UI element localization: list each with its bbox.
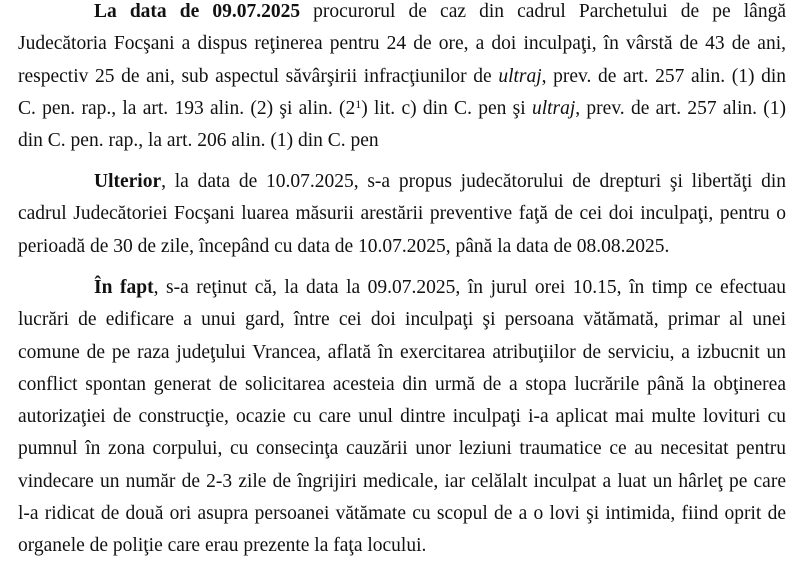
line-text: , prev. de art. 257 alin. (1) (575, 97, 787, 119)
paragraph-line: organele de poliţie care erau prezente la faţa locului. (18, 535, 427, 557)
paragraph-retinere (18, 0, 786, 157)
paragraph-line: perioadă de 30 de zile, începând cu data de 10.07.2025, până la data de 08.08.2025. (18, 235, 670, 257)
paragraph-line: lucrări de edificare a unui gard, între cei doi inculpaţi şi persoana vătămată, primar al unei (18, 309, 786, 331)
offense-term: ultraj (498, 65, 542, 87)
paragraph-line: l-a ridicat de două ori asupra persoanei vătămate cu scopul de a o lovi şi intimida, fiind oprit de (18, 503, 786, 525)
line-text: , la data de 10.07.2025, s-a propus judecătorului de drepturi şi libertăţi din (161, 171, 786, 192)
offense-term: ultraj (531, 97, 576, 119)
superscript: 1 (355, 96, 362, 111)
lead-word: În fapt (94, 277, 154, 298)
paragraph-line (18, 272, 786, 304)
paragraph-line: cadrul Judecătoriei Focşani luarea măsurii arestării preventive faţă de cei doi inculpaţi, pentru o (18, 203, 786, 225)
paragraph-ulterior (18, 166, 786, 263)
paragraph-line (18, 93, 786, 125)
paragraph-line: vindecare un număr de 2-3 zile de îngrijiri medicale, iar celălalt inculpat a luat un hârleţ pe care (18, 470, 786, 492)
paragraph-line (18, 166, 786, 198)
line-text: respectiv 25 de ani, sub aspectul săvârşirii infracţiunilor de (18, 65, 499, 87)
paragraph-in-fapt (18, 272, 786, 563)
line-text: , prev. de art. 257 alin. (1) din (541, 65, 786, 87)
line-text: ) lit. c) din C. pen şi (361, 97, 532, 119)
line-text: C. pen. rap., la art. 193 alin. (2) şi alin. (2 (18, 97, 356, 119)
paragraph-line (18, 0, 786, 28)
paragraph-line: conflict spontan generat de solicitarea acesteia din urmă de a stopa lucrările până la obţinerea (18, 373, 786, 395)
paragraph-line: Judecătoria Focşani a dispus reţinerea pentru 24 de ore, a doi inculpaţi, în vârstă de 43 de ani, (18, 33, 786, 55)
paragraph-line: autorizaţiei de construcţie, ocazie cu care unul dintre inculpaţi i-a aplicat mai multe lovituri cu (18, 406, 786, 428)
lead-word: Ulterior (94, 171, 162, 192)
paragraph-line (18, 61, 786, 93)
line-text: , s-a reţinut că, la data la 09.07.2025, în jurul orei 10.15, în timp ce efectuau (153, 277, 786, 298)
paragraph-line: comune de pe raza judeţului Vrancea, aflată în exercitarea atribuţiilor de serviciu, a izbucnit un (18, 341, 786, 363)
paragraph-line: din C. pen. rap., la art. 206 alin. (1) din C. pen (18, 130, 379, 152)
paragraph-line: pumnul în zona corpului, cu consecinţa cauzării unor leziuni traumatice ce au necesitat pentru (18, 438, 786, 460)
line-text: procurorul de caz din cadrul Parchetului de pe lângă (300, 1, 786, 22)
date-lead: La data de 09.07.2025 (94, 1, 301, 22)
